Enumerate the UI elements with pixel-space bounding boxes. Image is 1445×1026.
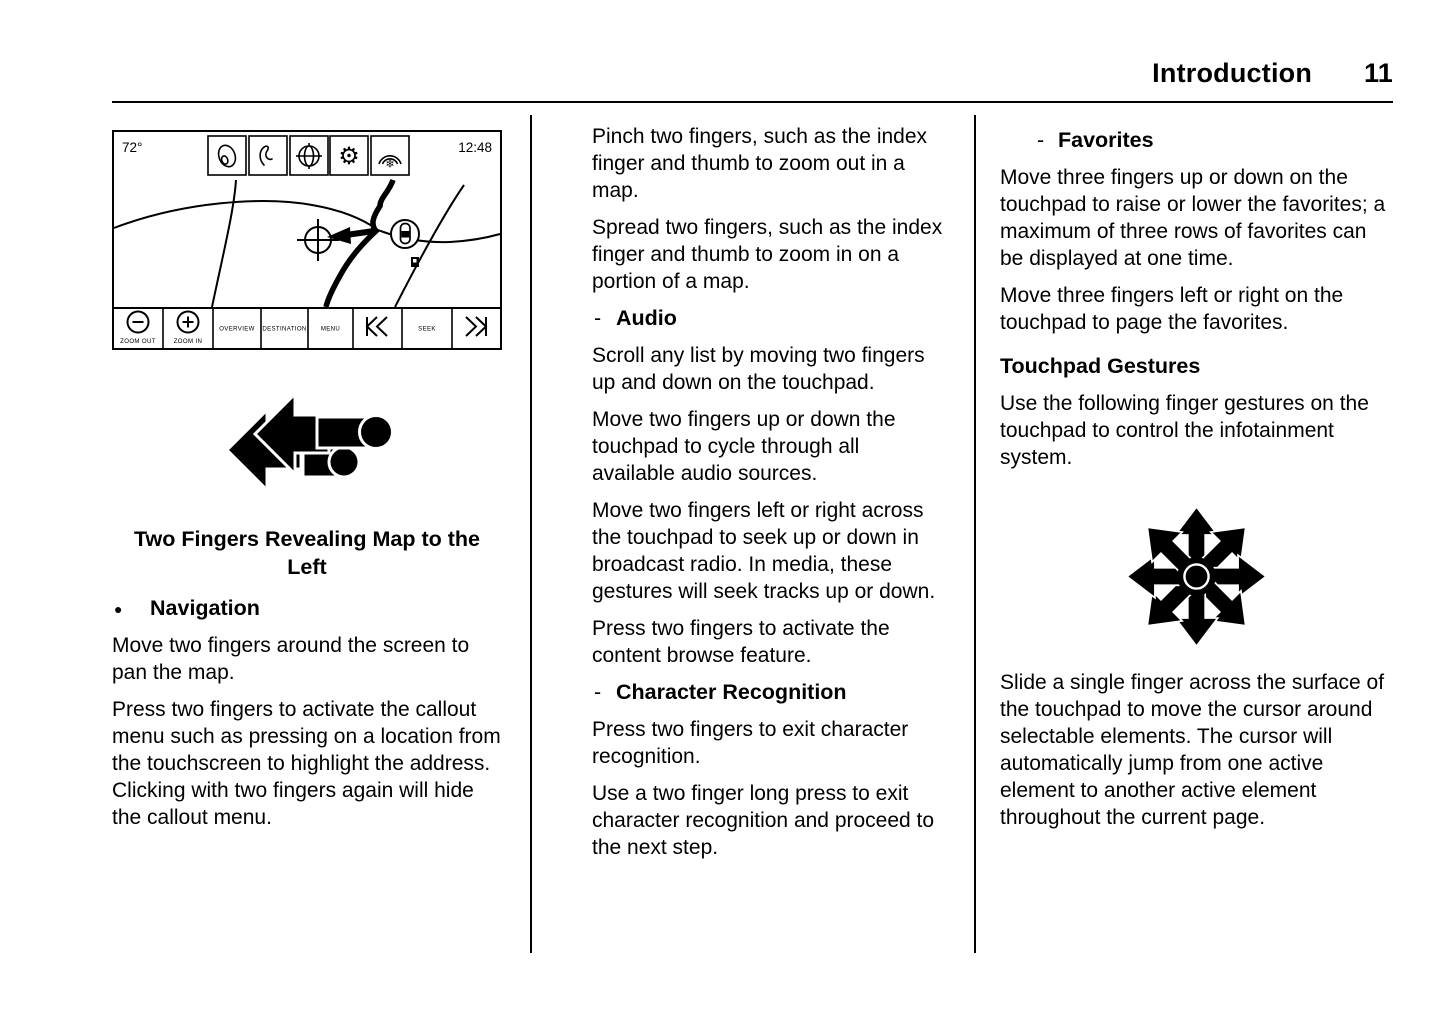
- column-divider-right: [974, 115, 976, 953]
- navigation-heading: ● Navigation: [112, 595, 502, 622]
- settings-gear-icon: [330, 136, 368, 175]
- column-divider-left: [530, 115, 532, 953]
- navigation-paragraph: Move two fingers around the screen to pan the map.: [112, 634, 470, 684]
- page-number: 11: [1364, 58, 1393, 88]
- audio-speaker-icon: [208, 136, 246, 175]
- audio-paragraph: Press two fingers to activate the content browse feature.: [592, 617, 890, 667]
- section-title: Introduction: [1152, 58, 1313, 88]
- seek-button: SEEK: [418, 325, 436, 333]
- character-recognition-paragraph: Press two fingers to exit character recognition.: [592, 718, 909, 768]
- svg-text:ZOOM IN: ZOOM IN: [173, 338, 203, 345]
- audio-heading: - Audio: [592, 305, 948, 332]
- navigation-globe-icon: [290, 136, 328, 175]
- figure-caption: Two Fingers Revealing Map to the Left: [133, 527, 481, 579]
- menu-button: MENU: [320, 325, 341, 333]
- vehicle-position-icon: [391, 220, 419, 248]
- character-recognition-heading: - Character Recognition: [592, 679, 948, 706]
- bottom-finger-tip: [329, 447, 359, 477]
- map-clock: 12:48: [458, 140, 492, 155]
- overview-button: OVERVIEW: [219, 325, 255, 333]
- audio-paragraph: Scroll any list by moving two fingers up and down on the touchpad.: [592, 344, 925, 394]
- svg-text:ZOOM OUT: ZOOM OUT: [120, 338, 156, 345]
- map-temperature: 72°: [122, 140, 143, 155]
- touchpad-intro-paragraph: Use the following finger gestures on the touchpad to control the infotainment system.: [1000, 392, 1369, 469]
- character-recognition-paragraph: Use a two finger long press to exit character recognition and proceed to the next step.: [592, 782, 935, 859]
- destination-button: DESTINATION: [262, 325, 307, 333]
- eight-direction-arrows-figure: [1124, 504, 1269, 649]
- right-column: [1000, 123, 1392, 841]
- favorites-paragraph: Move three fingers left or right on the touchpad to page the favorites.: [1000, 284, 1344, 334]
- svg-text:❄: ❄: [385, 158, 395, 171]
- audio-paragraph: Move two fingers left or right across the touchpad to seek up or down in broadcast radio. In media, these gestures will seek tracks up or down.: [592, 499, 936, 603]
- spread-paragraph: Spread two fingers, such as the index finger and thumb to zoom in on a portion of a map.: [592, 216, 943, 293]
- touchpad-outro-paragraph: Slide a single finger across the surface of the touchpad to move the cursor around selectable elements. The cursor will automatically jump from one active element to another active element throughout the current page.: [1000, 671, 1385, 829]
- phone-icon: [249, 136, 287, 175]
- map-button-bar: [113, 308, 501, 349]
- touchpad-gestures-heading: Touchpad Gestures: [1000, 354, 1201, 378]
- two-finger-swipe-left-figure: [225, 390, 395, 492]
- navigation-paragraph: Press two fingers to activate the callout menu such as pressing on a location from the touchscreen to highlight the address. Clicking with two fingers again will hide the callout menu.: [112, 698, 501, 829]
- top-finger-tip: [360, 416, 393, 449]
- nav-map-figure: [112, 130, 502, 350]
- page-header: [1152, 58, 1393, 89]
- audio-paragraph: Move two fingers up or down the touchpad to cycle through all available audio sources.: [592, 408, 896, 485]
- poi-gas-icon: [411, 257, 419, 267]
- left-column: [112, 130, 502, 841]
- climate-icon: [371, 136, 409, 175]
- pinch-paragraph: Pinch two fingers, such as the index finger and thumb to zoom out in a map.: [592, 125, 928, 202]
- header-rule: [112, 101, 1393, 103]
- middle-column: [592, 123, 948, 871]
- favorites-heading: - Favorites: [1037, 127, 1392, 154]
- favorites-paragraph: Move three fingers up or down on the touchpad to raise or lower the favorites; a maximum of three rows of favorites can be displayed at one time.: [1000, 166, 1386, 270]
- svg-text:⚙: ⚙: [338, 143, 360, 170]
